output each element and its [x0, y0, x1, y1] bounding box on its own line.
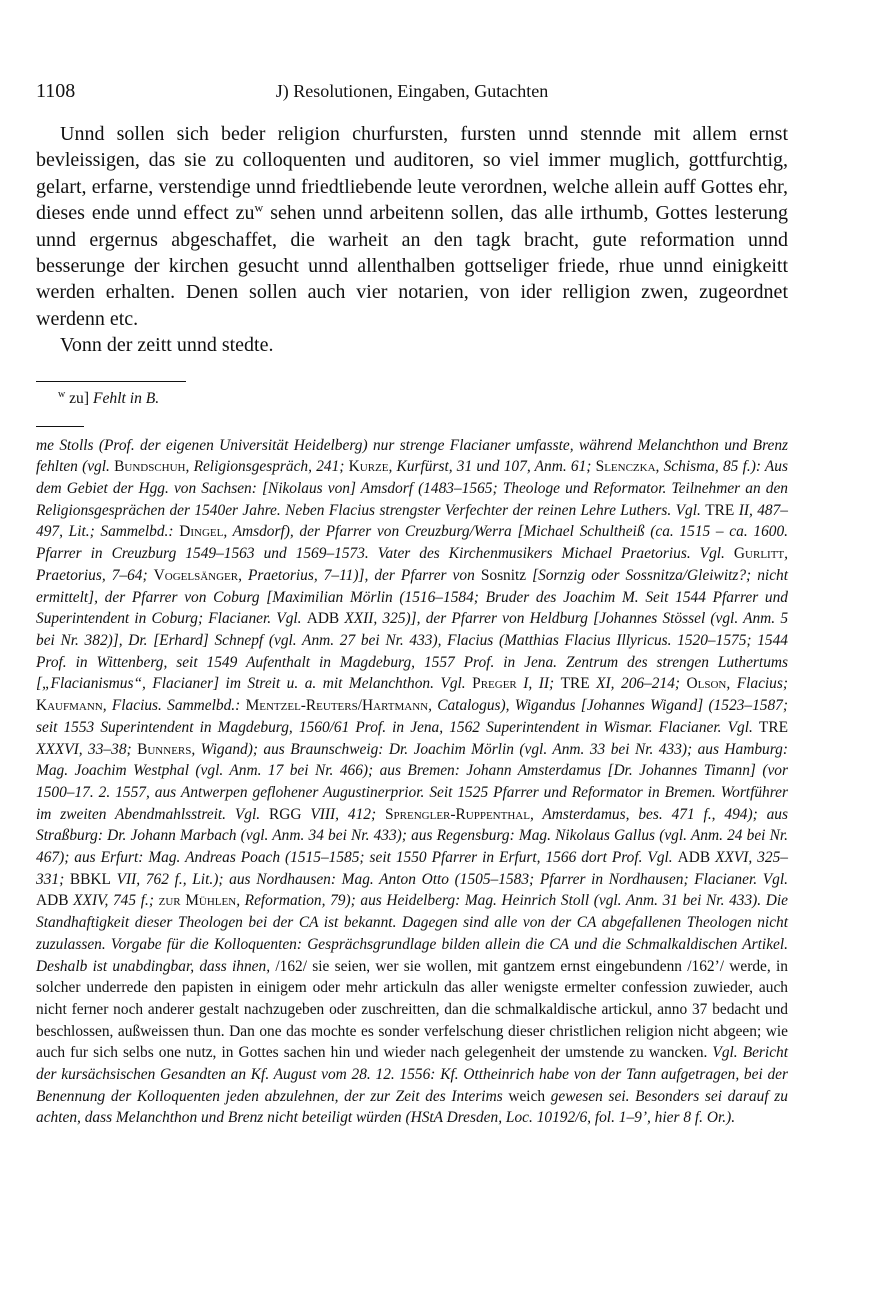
footnote-segment: Sprengler-Ruppenthal	[384, 805, 530, 823]
running-head	[36, 78, 788, 104]
variant-note	[36, 388, 788, 409]
footnote-segment: VII, 762 f., Lit.); aus Nordhausen: Mag. Anton Otto (1505–1583; Pfarrer in Nordhausen; Flacianer. Vgl.	[110, 870, 788, 888]
footnote-segment: , Catalogus), Wigandus [Johannes Wigand] (1523–1587; seit 1553 Superintendent in Magdeburg, 1560/61 Prof. in Jena, 1562 Superintendent in Wismar. Flacianer. Vgl.	[36, 697, 788, 736]
footnote-segment: XXVI, 325–331;	[36, 849, 788, 888]
page-number: 1108	[36, 80, 76, 102]
footnote-segment: VIII, 412;	[301, 805, 385, 823]
footnote-segment: Slenczka	[595, 458, 656, 476]
footnote-segment: Vgl. Bericht der kursächsischen Gesandten an Kf. August vom 28. 12. 1556: Kf. Ottheinrich habe von der Tann aufgetragen, bei der Benennung der Kolloquenten jeden abzulehnen, der zur Zeit des Interims	[36, 1044, 788, 1105]
apparatus-rule	[36, 381, 186, 382]
variant-marker: w	[254, 200, 264, 215]
footnote-segment: BBKL	[69, 870, 111, 888]
footnote-segment: weich	[508, 1087, 546, 1105]
footnote-segment: Bunners	[137, 740, 192, 758]
footnote-segment: XXII, 325)], der Pfarrer von Heldburg [Johannes Stössel (vgl. Anm. 5 bei Nr. 382)], Dr. [Erhard] Schnepf (vgl. Anm. 27 bei Nr. 433), Flacius (Matthias Flacius Illyricus. 1520–1575; 1544 Prof. in Wittenberg, seit 1549 Aufenthalt in Magdeburg, 1557 Prof. in Jena. Zentrum des strengen Luthertums [„Flacianismus“, Flacianer] im Streit u. a. mit Melanchthon. Vgl.	[36, 610, 789, 693]
footnote-segment: gewesen sei. Besonders sei darauf zu achten, dass Melanchthon und Brenz nicht beteiligt würden (HStA Dresden, Loc. 10192/6, fol. 1–9’, hier 8 f. Or.).	[36, 1087, 788, 1127]
footnote-segment: zur Mühlen	[158, 892, 237, 910]
footnote-segment: Sosnitz	[480, 566, 527, 584]
footnote-segment: , Amsdorf), der Pfarrer von Creuzburg/Werra [Michael Schultheiß (ca. 1515 – ca. 1600. Pfarrer in Creuzburg 1549–1563 und 1569–1573. Vater des Kirchenmusikers Michael Praetorius. Vgl.	[36, 523, 789, 563]
footnote-rule	[36, 426, 84, 427]
footnote-segment: , Praetorius, 7–11)], der Pfarrer von	[238, 566, 481, 584]
footnote-segment: Kurze	[348, 458, 389, 476]
footnote-segment: me Stolls (Prof. der eigenen Universität Heidelberg) nur strenge Flacianer umfasste, während Melanchthon und Brenz fehlten (vgl.	[36, 436, 788, 476]
footnote-segment: , Amsterdamus, bes. 471 f., 494); aus Straßburg: Dr. Johann Marbach (vgl. Anm. 34 bei Nr. 433); aus Regensburg: Mag. Nikolaus Gallus (vgl. Anm. 24 bei Nr. 467); aus Erfurt: Mag. Andreas Poach (1515–1585; seit 1550 Pfarrer in Erfurt, 1566 dort Prof. Vgl.	[36, 805, 788, 867]
variant-note-lemma: zu]	[65, 389, 90, 407]
footnote-segment: TRE	[758, 718, 788, 736]
footnote-segment: , Religionsgespräch, 241;	[185, 458, 349, 476]
footnote-segment: ADB	[677, 849, 711, 867]
footnote-segment: , Flacius. Sammelbd.:	[102, 697, 246, 715]
variant-note-marker: w	[58, 388, 66, 400]
footnote-segment: I, II;	[516, 675, 561, 693]
footnote-segment: , Kurfürst, 31 und 107, Anm. 61;	[388, 458, 596, 476]
footnote-segment: Mentzel-Reuters/Hartmann	[245, 697, 429, 715]
section-heading-paragraph: Vonn der zeitt unnd stedte.	[60, 334, 274, 357]
footnote-segment: , Schisma, 85 f.): Aus dem Gebiet der Hgg. von Sachsen: [Nikolaus von] Amsdorf (1483–1565; Theologe und Reformator. Teilnehmer an den Religionsgesprächen der 1540er Jahre. Neben Flacius strengster Verfechter der reinen Lehre Luthers. Vgl.	[36, 458, 788, 519]
footnote-segment: Vogelsänger	[153, 566, 239, 584]
footnote-segment: XXXVI, 33–38;	[36, 740, 138, 758]
footnote-segment: Gurlitt	[733, 545, 785, 563]
footnote-segment: XI, 206–214;	[589, 675, 687, 693]
book-page	[36, 78, 788, 1129]
footnote-segment: /162/ sie seien, wer sie wollen, mit gantzem ernst eingebundenn /162’/ werde, in solcher underrede den papisten in einigem oder mehr artickuln das aller wenigste ermelter confession zuwieder, auch nicht ferner noch anderer gestalt nachzugeben oder zuschreitten, dan die schmalkaldische artickul, anno 37 bedacht und beschlossen, außweissen thun. Dan one das mochte es sonder verfelschung dieser christlichen religion nicht abgeen; wie auch fur sich selbs one nutz, in Gottes sachen hin und wieder nach gelegenheit der umstende zu wancken.	[36, 957, 788, 1062]
main-paragraph-text-continued: sehen unnd arbeitenn sollen, das alle irthumb, Gottes lesterung unnd ergernus abgeschaffet, die warheit an den tagk bracht, gute reformation unnd besserunge der kirchen gesucht unnd allenthalben gottseliger friede, rhue unnd einigkeitt werden erhalten. Denen sollen auch vier notarien, von ider relligion zwen, zugeordnet werdenn etc.	[36, 202, 788, 330]
running-title: J) Resolutionen, Eingaben, Gutachten	[275, 81, 549, 101]
footnote-segment: XXIV, 745 f.;	[68, 892, 159, 910]
footnote-segment: , Reformation, 79); aus Heidelberg: Mag. Heinrich Stoll (vgl. Anm. 31 bei Nr. 433). Die Standhaftigkeit dieser Theologen bei der CA ist bekannt. Dagegen sind alle von der CA abgefallenen Theologen nicht zuzulassen. Vorgabe für die Kolloquenten: Gesprächsgrundlage bilden allein die CA und die Schmalkaldischen Artikel. Deshalb ist unabdingbar, dass ihnen,	[36, 892, 788, 975]
footnote-segment: , Wigand); aus Braunschweig: Dr. Joachim Mörlin (vgl. Anm. 33 bei Nr. 433); aus Hamburg: Mag. Joachim Westphal (vgl. Anm. 17 bei Nr. 466); aus Bremen: Johann Amsterdamus [Dr. Johannes Timann] (vor 1500–17. 2. 1557, aus Antwerpen geflohener Augustinerprior. Seit 1525 Pfarrer und Reformator in Bremen. Wortführer im zweiten Abendmahlsstreit. Vgl.	[36, 740, 788, 823]
footnote-segment: Dingel	[179, 523, 224, 541]
footnote-segment: , Praetorius, 7–64;	[36, 545, 788, 584]
footnote-segment: ADB	[36, 892, 69, 910]
footnote-segment: ADB	[306, 610, 340, 628]
footnote-segment: [Sornzig oder Sossnitza/Gleiwitz?; nicht ermittelt], der Pfarrer von Coburg [Maximilian Mörlin (1516–1584; Bruder des Joachim M. Seit 1544 Pfarrer und Superintendent in Coburg; Flacianer. Vgl.	[36, 566, 788, 628]
main-paragraph	[36, 121, 788, 332]
footnote-segment: II, 487–497, Lit.; Sammelbd.:	[36, 501, 788, 541]
main-text	[36, 121, 788, 359]
footnote-segment: , Flacius;	[726, 675, 788, 693]
footnote-segment: Bundschuh	[114, 458, 186, 476]
footnote-segment: RGG	[269, 805, 302, 823]
footnote-segment: Olson	[686, 675, 727, 693]
footnote	[36, 435, 788, 1130]
footnote-segment: Preger	[472, 675, 517, 693]
footnote-segment: Kaufmann	[36, 697, 103, 715]
main-paragraph-text: Unnd sollen sich beder religion churfursten, fursten unnd stennde mit allem ernst bevleissigen, das sie zu colloquenten und auditoren, so viel immer muglich, gottfurchtig, gelart, erfarne, verstendige unnd friedtliebende leute verordnen, welche allein auff Gottes ehr, dieses ende unnd effect zu	[36, 123, 788, 225]
footnote-segment: TRE	[560, 675, 590, 693]
footnote-segment: TRE	[705, 501, 735, 519]
variant-note-text: Fehlt in B.	[89, 389, 160, 407]
